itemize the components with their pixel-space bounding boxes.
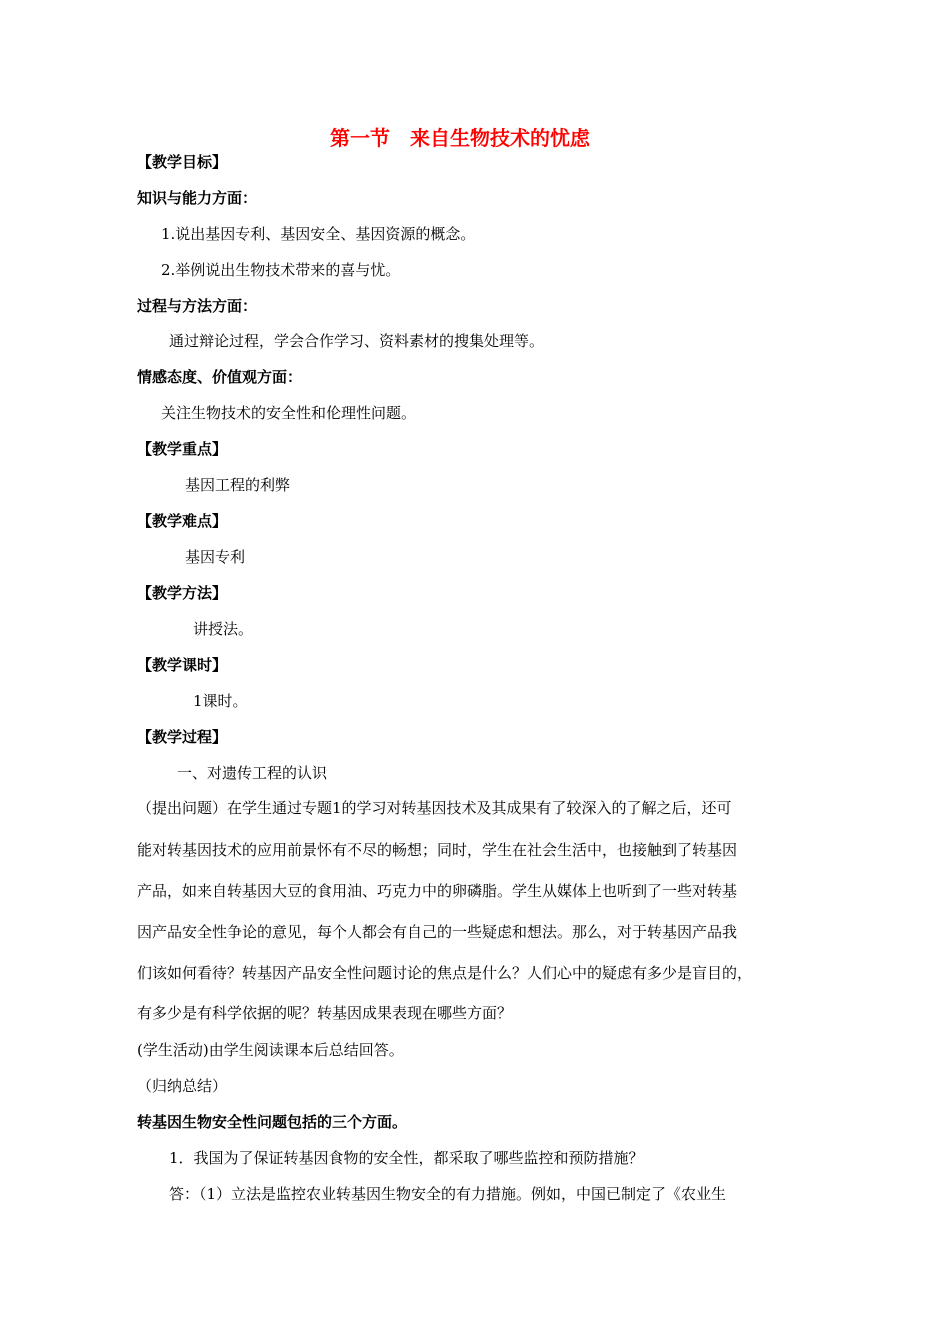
- question-1: 1．我国为了保证转基因食物的安全性，都采取了哪些监控和预防措施？: [169, 1149, 644, 1167]
- attitude-text: 关注生物技术的安全性和伦理性问题。: [161, 404, 417, 422]
- process-text: 通过辩论过程，学会合作学习、资料素材的搜集处理等。: [169, 332, 545, 350]
- key-point-text: 基因工程的利弊: [185, 476, 291, 494]
- method-text: 讲授法。: [193, 620, 254, 638]
- subheading-process: 过程与方法方面：: [137, 297, 258, 315]
- page-title: 第一节 来自生物技术的忧虑: [330, 126, 590, 150]
- paragraph-line: 产品，如来自转基因大豆的食用油、巧克力中的卵磷脂。学生从媒体上也听到了一些对转基: [137, 882, 738, 900]
- objective-item-2: 2.举例说出生物技术带来的喜与忧。: [161, 261, 401, 279]
- summary-label: （归纳总结）: [137, 1077, 228, 1095]
- section-heading-key-point: 【教学重点】: [137, 440, 228, 458]
- objective-item-1: 1.说出基因专利、基因安全、基因资源的概念。: [161, 225, 476, 243]
- section-heading-difficulty: 【教学难点】: [137, 512, 228, 530]
- paragraph-line: （提出问题）在学生通过专题1的学习对转基因技术及其成果有了较深入的了解之后，还可: [137, 799, 732, 817]
- section-heading-process-teaching: 【教学过程】: [137, 728, 228, 746]
- difficulty-text: 基因专利: [185, 548, 246, 566]
- section-heading-hours: 【教学课时】: [137, 656, 228, 674]
- student-activity-text: (学生活动)由学生阅读课本后总结回答。: [137, 1041, 404, 1059]
- answer-1: 答：（1）立法是监控农业转基因生物安全的有力措施。例如，中国已制定了《农业生: [169, 1185, 727, 1203]
- paragraph-line: 能对转基因技术的应用前景怀有不尽的畅想；同时，学生在社会生活中，也接触到了转基因: [137, 841, 738, 859]
- paragraph-line: 因产品安全性争论的意见，每个人都会有自己的一些疑虑和想法。那么，对于转基因产品我: [137, 923, 738, 941]
- subheading-attitude: 情感态度、价值观方面：: [137, 368, 303, 386]
- hours-text: 1课时。: [193, 692, 248, 710]
- paragraph-line: 们该如何看待？转基因产品安全性问题讨论的焦点是什么？人们心中的疑虑有多少是盲目的，: [137, 964, 753, 982]
- section-heading-objectives: 【教学目标】: [137, 153, 228, 171]
- subsection-heading-genetic-engineering: 一、对遗传工程的认识: [177, 764, 328, 782]
- paragraph-line: 有多少是有科学依据的呢？转基因成果表现在哪些方面？: [137, 1004, 513, 1022]
- section-heading-method: 【教学方法】: [137, 584, 228, 602]
- subheading-knowledge: 知识与能力方面：: [137, 189, 258, 207]
- summary-heading: 转基因生物安全性问题包括的三个方面。: [137, 1113, 408, 1131]
